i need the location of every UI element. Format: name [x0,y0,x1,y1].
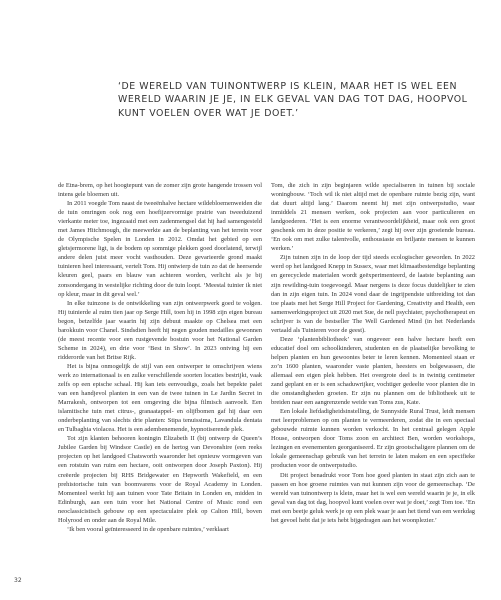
paragraph: Een lokale liefdadigheidsinstelling, de Sunnyside Rural Trust, leidt mensen met leerproblemen op om planten te vermeerderen, zodat die in een speciaal gebouwde ruimte kunnen worden verkocht. In het centraal gelegen Apple House, ontworpen door Toms zoon en architect Ben, worden workshops, lezingen en evenementen georganiseerd. Er zijn grootschaligere plannen om de lokale gemeenschap gebruik van het terrein te laten maken en een specifieke producten voor de ontwerpstudio. [271,408,475,470]
paragraph: Tom, die zich in zijn beginjaren wilde specialiseren in tuinen bij sociale woningbouw. ‘Toch wil ik niet altijd met de openbare ruimte bezig zijn, want dat duurt altijd lang.’ Daarom neemt hij met zijn ontwerpstudio, waar inmiddels 21 mensen werken, ook projecten aan voor particulieren en landgoederen. ‘Het is een enorme verantwoordelijkheid, maar ook een groot geschenk om in deze positie te verkeren,’ zegt hij over zijn groeiende bureau. ‘En ook om met zulke talentvolle, enthousiaste en briljante mensen te kunnen werken.’ [271,182,475,253]
paragraph: Deze ‘plantenbibliotheek’ van ongeveer een halve hectare heeft een educatief doel om schoolkinderen, studenten en de plaatselijke bevolking te helpen planten en hun gewoontes beter te leren kennen. Momenteel staan er zo’n 1600 planten, waaronder vaste planten, heesters en bolgewassen, die allemaal een eigen plek hebben. Het overgrote deel is in twintig centimeter zand geplant en er is een schaduwrijker, vochtiger gedeelte voor planten die in die omstandigheden groeien. Er zijn nu plannen om de bibliotheek uit te breiden naar een aangrenzende weide van Toms zus, Kate. [271,335,475,407]
body-column-right [271,181,475,525]
paragraph: Zijn tuinen zijn in de loop der tijd steeds ecologischer geworden. In 2022 werd op het landgoed Knepp in Sussex, waar met klimaatbestendige beplanting en gerecyclede materialen wordt geëxperimenteerd, de laatste beplanting aan zijn rewilding-tuin toegevoegd. Maar nergens is deze focus duidelijker te zien dan in zijn eigen tuin. In 2024 vond daar de ingrijpendste uitbreiding tot dan toe plaats met het Serge Hill Project for Gardening, Creativity and Health, een samenwerkingsproject uit 2020 met Sue, de nell psychiater, psychotherapeut en schrijver is van de bestseller The Well Gardened Mind (in het Nederlands vertaald als Tuinieren voor de geest). [271,254,475,334]
page-number: 32 [14,577,22,584]
paragraph: Dit project benadrukt voor Tom hoe goed planten in staat zijn zich aan te passen en hoe groene ruimtes van nut kunnen zijn voor de gemeenschap. ‘De wereld van tuinontwerp is klein, maar het is wel een wereld waarin je je, in elk geval van dag tot dag, hoopvol kunt voelen over wat je doet,’ zegt Tom toe. ‘En met een beetje geluk werk je op een plek waar je aan het tiend van een werkdag het gevoel hebt dat je iets hebt bijgedragen aan het woonplezier.’ [271,471,475,524]
paragraph: In elke tuinzone is de ontwikkeling van zijn ontwerpwerk goed te volgen. Hij tuinierde al ruim tien jaar op Serge Hill, toen hij in 1998 zijn eigen bureau begon, betzelfde jaar waarin hij zijn debuut maakte op Chelsea met een barokkuin voor Chanel. Sindsdien heeft hij negen gouden medailles gewonnen (de meest recente voor een rustgevende bostuin voor het National Garden Scheme in 2024), en drie voor ‘Best in Show’. In 2023 ontving hij een ridderorde van het Britse Rijk. [58,299,262,361]
body-column-left [58,181,262,534]
paragraph: ‘Ik ben vooral geïnteresseerd in de openbare ruimtes,’ verklaart [67,525,229,533]
paragraph: de Etna-brem, op het hoogtepunt van de zomer zijn grote hangende trossen vol intens gele bloemen uit. [58,182,262,199]
paragraph: Tot zijn klanten behooren koningin Elizabeth II (bij ontwerp de Queen’s Jubilee Garden bij Windsor Castle) en de hertog van Devonshire (een reeks projecten op het landgoed Chatsworth waaronder het opnieuw vormgeven van een rotstuin van ruim een hectare, ooit ontworpen door Joseph Paxton). Hij creëerde projecten bij RHS Bridgewater en Hepworth Wakefield, en een prehistorische tuin van boomvarens voor de Royal Academy in Londen. Momenteel werkt hij aan tuinen voor Tate Britain in Londen en, midden in Edinburgh, aan een tuin voor het National Centre of Music rond een neoclassicistisch gebouw op een spectaculaire plek op Calton Hill, boven Holyrood en onder aan de Royal Mile. [58,435,262,524]
paragraph: In 2011 voegde Tom naast de tweeënhalve hectare wildebloemenweiden die de tuin omringen ook nog een hoefijzervormige prairie van tweeduizend vierkante meter toe, ingezaaid met een zadenmengsel dat hij had samengesteld met James Hitchmough, die meewerkte aan de beplanting van het terrein voor de Olympische Spelen in Londen in 2012. Omdat het gebied op een gletsjermorene ligt, is de bodem op sommige plekken goed doorlatend, terwijl andere delen juist meer vocht vasthouden. Deze gevarieerde grond maakt tuinieren heel interessant, vertelt Tom. Hij ontwierp de tuin zo dat de heersende kleuren geel, paars en blauw van achteren worden, verlicht als je bij zonsondergang in westelijke richting door de tuin loopt. ‘Meestal tuinier ik niet op kleur, maar in dit geval wel.’ [58,200,262,298]
pull-quote: ‘DE WERELD VAN TUINONTWERP IS KLEIN, MAAR HET IS WEL EEN WERELD WAARIN JE JE, IN ELK GEVAL VAN DAG TOT DAG, HOOPVOL KUNT VOELEN OVER WAT JE DOET.’ [118,81,468,119]
paragraph: Het is bijna onmogelijk de stijl van een ontwerper te omschrijven wiens werk zo internationaal is en zulke verschillende soorten locaties bestrijkt, vaak zelfs op een epische schaal. Hij kan iets eenvoudigs, zoals het bepekte palet van een handjevol planten in een van de twee tuinen in Le Jardin Secret in Marrakesh, ontworpen tot een omgeving die bijna filmisch aanvoelt. Een islamitische tuin met citrus-, granaatappel- en olijfbomen gaf hij daar een onderbeplanting van slechts drie planten: Stipa tenuissima, Lavandula dentata en Tulbaghia violacea. Het is een adembenemende, hypnotiserende plek. [58,362,262,434]
